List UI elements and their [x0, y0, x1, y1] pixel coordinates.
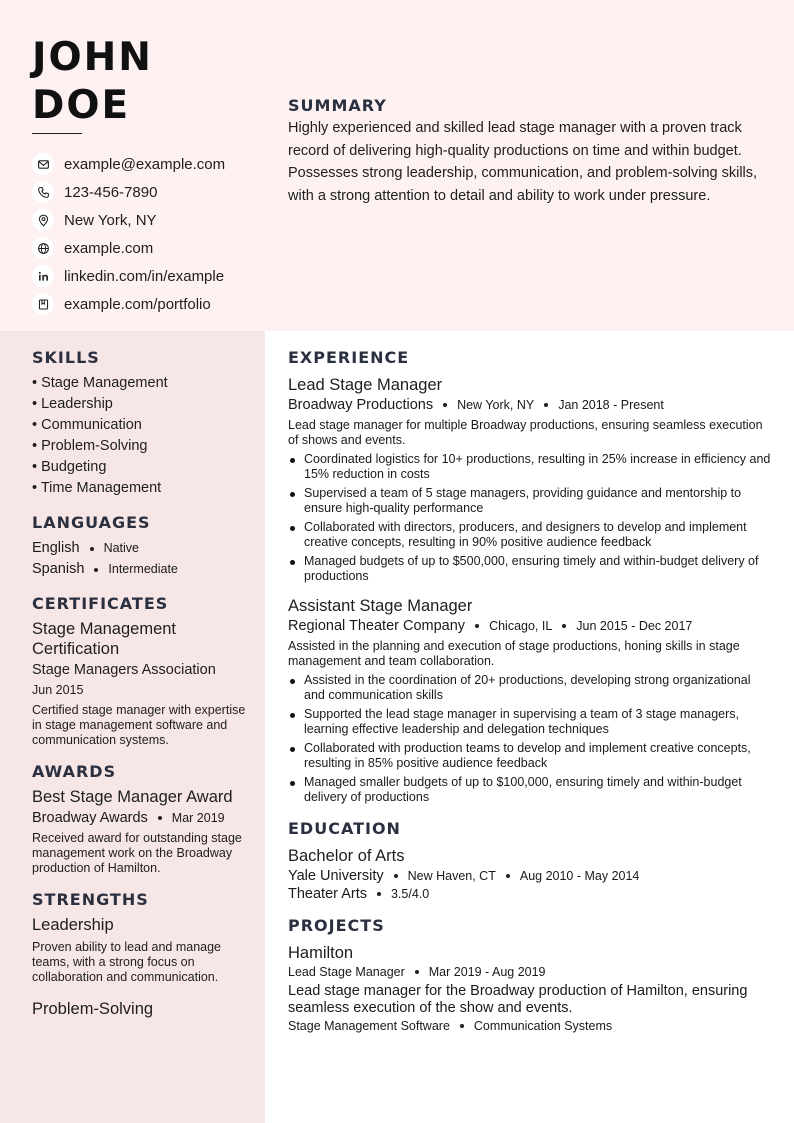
sidebar	[32, 348, 247, 1033]
award-description: Received award for outstanding stage management work on the Broadway production of Hamilton.	[32, 831, 242, 875]
job-entry	[288, 596, 774, 805]
contact-email[interactable]	[32, 150, 257, 178]
language-name: English	[32, 540, 80, 556]
separator-dot	[475, 624, 479, 628]
certificate-title: Stage Management Certification	[32, 620, 177, 658]
education-school: Yale University	[288, 868, 384, 884]
job-meta	[288, 618, 774, 634]
contact-location	[32, 206, 257, 234]
project-dates: Mar 2019 - Aug 2019	[428, 965, 546, 979]
contact-email-text: example@example.com	[64, 155, 226, 173]
separator-dot	[562, 624, 566, 628]
job-meta	[288, 397, 774, 413]
separator-dot	[94, 568, 98, 572]
job-title: Lead Stage Manager	[288, 376, 443, 394]
job-bullet: Managed budgets of up to $500,000, ensuring timely and within-budget delivery of productions	[288, 554, 774, 584]
separator-dot	[377, 892, 381, 896]
job-bullet: Assisted in the coordination of 20+ productions, developing strong organizational and communication skills	[288, 673, 774, 703]
education-section	[288, 819, 774, 902]
contact-portfolio[interactable]	[32, 290, 257, 318]
education-meta	[288, 868, 774, 884]
job-bullets	[288, 452, 774, 584]
job-dates: Jun 2015 - Dec 2017	[576, 619, 693, 633]
contact-website[interactable]	[32, 234, 257, 262]
award-issuer: Broadway Awards	[32, 810, 148, 826]
summary-text: Highly experienced and skilled lead stage manager with a proven track record of delivering high-quality productions on time and within budget. Possesses strong leadership, communication, and problem-solving skills, with a strong attention to detail and ability to work under pressure.	[288, 120, 758, 204]
language-level: Intermediate	[108, 562, 178, 576]
separator-dot	[460, 1024, 464, 1028]
language-item	[32, 538, 247, 559]
job-description: Assisted in the planning and execution of stage productions, honing skills in stage management and team collaboration.	[288, 639, 740, 668]
award-meta	[32, 810, 247, 826]
skill-item: • Time Management	[32, 480, 162, 496]
separator-dot	[415, 970, 419, 974]
linkedin-icon	[32, 265, 54, 287]
awards-section	[32, 762, 247, 876]
separator-dot	[90, 547, 94, 551]
project-meta	[288, 965, 774, 979]
certificate-description: Certified stage manager with expertise in stage management software and communication systems.	[32, 703, 246, 747]
language-name: Spanish	[32, 561, 85, 577]
skills-section	[32, 348, 247, 499]
contact-portfolio-text: example.com/portfolio	[64, 295, 211, 313]
job-description: Lead stage manager for multiple Broadway productions, ensuring seamless execution of shows and events.	[288, 418, 763, 447]
project-tools	[288, 1019, 774, 1033]
education-dates: Aug 2010 - May 2014	[519, 869, 640, 883]
first-name: JOHN	[32, 35, 153, 80]
project-description: Lead stage manager for the Broadway production of Hamilton, ensuring seamless execution of the show and events.	[288, 983, 748, 1016]
job-company: Regional Theater Company	[288, 618, 466, 634]
job-bullet: Coordinated logistics for 10+ productions, resulting in 25% increase in efficiency and 15% reduction in costs	[288, 452, 774, 482]
strength-title: Problem-Solving	[32, 1000, 154, 1018]
separator-dot	[158, 816, 162, 820]
contact-location-text: New York, NY	[64, 211, 157, 229]
strengths-section	[32, 890, 247, 1019]
job-bullet: Supported the lead stage manager in supervising a team of 3 stage managers, learning effective leadership and delegation techniques	[288, 707, 774, 737]
award-date: Mar 2019	[171, 811, 225, 825]
separator-dot	[544, 403, 548, 407]
education-field-row	[288, 886, 774, 902]
project-role: Lead Stage Manager	[288, 965, 405, 979]
contact-website-text: example.com	[64, 239, 154, 257]
summary-section	[288, 96, 774, 207]
separator-dot	[443, 403, 447, 407]
language-level: Native	[103, 541, 139, 555]
job-bullet: Managed smaller budgets of up to $100,000, ensuring timely and within-budget delivery of productions	[288, 775, 774, 805]
skill-item: • Communication	[32, 417, 142, 433]
education-location: New Haven, CT	[407, 869, 496, 883]
strengths-heading: STRENGTHS	[32, 890, 149, 909]
separator-dot	[506, 874, 510, 878]
certificate-issuer: Stage Managers Association	[32, 662, 216, 678]
job-bullet: Collaborated with directors, producers, and designers to develop and implement creative concepts, resulting in 90% positive audience feedback	[288, 520, 774, 550]
portfolio-icon	[32, 293, 54, 315]
contact-phone-text: 123-456-7890	[64, 183, 158, 201]
projects-section	[288, 916, 774, 1033]
education-field: Theater Arts	[288, 886, 367, 902]
languages-section	[32, 513, 247, 580]
job-bullets	[288, 673, 774, 805]
contact-phone[interactable]	[32, 178, 257, 206]
location-pin-icon	[32, 209, 54, 231]
project-tool: Communication Systems	[473, 1019, 613, 1033]
separator-dot	[394, 874, 398, 878]
job-title: Assistant Stage Manager	[288, 597, 473, 615]
skill-item: • Budgeting	[32, 459, 107, 475]
strength-description: Proven ability to lead and manage teams, with a strong focus on collaboration and communication.	[32, 940, 222, 984]
name-divider	[32, 133, 82, 134]
strength-title: Leadership	[32, 916, 114, 934]
experience-heading: EXPERIENCE	[288, 348, 410, 367]
globe-icon	[32, 237, 54, 259]
skill-item: • Stage Management	[32, 375, 168, 391]
candidate-name	[32, 34, 153, 130]
project-title: Hamilton	[288, 944, 354, 962]
projects-heading: PROJECTS	[288, 916, 385, 935]
awards-heading: AWARDS	[32, 762, 117, 781]
education-gpa: 3.5/4.0	[390, 887, 430, 901]
skill-item: • Leadership	[32, 396, 113, 412]
languages-heading: LANGUAGES	[32, 513, 151, 532]
skill-item: • Problem-Solving	[32, 438, 148, 454]
skills-heading: SKILLS	[32, 348, 100, 367]
language-item	[32, 559, 247, 580]
job-entry	[288, 375, 774, 584]
certificates-section	[32, 594, 247, 748]
phone-icon	[32, 181, 54, 203]
job-company: Broadway Productions	[288, 397, 434, 413]
certificate-date: Jun 2015	[32, 683, 84, 697]
job-dates: Jan 2018 - Present	[558, 398, 664, 412]
main-column	[288, 348, 774, 1047]
job-location: Chicago, IL	[489, 619, 553, 633]
education-degree: Bachelor of Arts	[288, 847, 405, 865]
education-heading: EDUCATION	[288, 819, 401, 838]
project-tool: Stage Management Software	[288, 1019, 450, 1033]
award-title: Best Stage Manager Award	[32, 788, 233, 806]
certificates-heading: CERTIFICATES	[32, 594, 169, 613]
job-location: New York, NY	[457, 398, 535, 412]
contact-linkedin-text: linkedin.com/in/example	[64, 267, 225, 285]
summary-heading: SUMMARY	[288, 96, 387, 115]
job-bullet: Supervised a team of 5 stage managers, providing guidance and mentorship to ensure high-quality performance	[288, 486, 774, 516]
job-bullet: Collaborated with production teams to develop and implement creative concepts, resulting in 85% positive audience feedback	[288, 741, 774, 771]
contact-linkedin[interactable]	[32, 262, 257, 290]
last-name: DOE	[32, 83, 131, 128]
email-icon	[32, 153, 54, 175]
contact-list	[32, 150, 257, 318]
experience-section	[288, 348, 774, 805]
